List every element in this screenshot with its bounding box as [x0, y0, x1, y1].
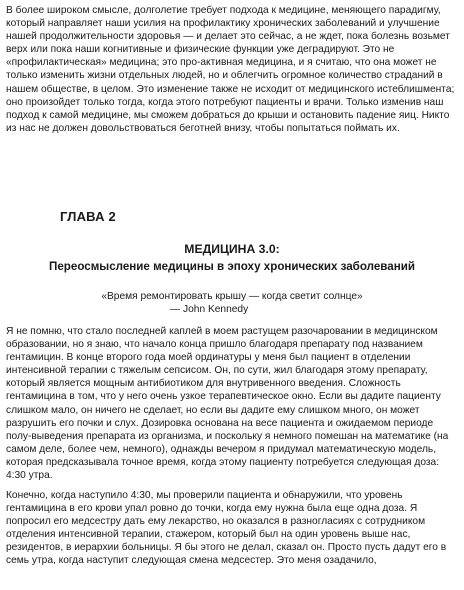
- epigraph-quote: «Время ремонтировать крышу — когда светит солнце»: [101, 291, 363, 302]
- intro-paragraph: В более широком смысле, долголетие требует подхода к медицине, меняющего парадигму, который направляет наши усилия на профилактику хронических заболеваний и улучшение нашей продолжительности здоровья — и делает это сейчас, а не ждет, пока болезнь возьмет верх или пока наши когнитивные и физические функции уже деградируют. Это не «профилактическая» медицина; это про-активная медицина, и я считаю, что она может не только изменить жизни отдельных людей, но и облегчить огромное количество страданий в нашем обществе, в целом. Это изменение также не исходит от медицинского истеблишмента; оно произойдет только тогда, когда этого потребуют пациенты и врачи. Только изменив наш подход к самой медицине, мы сможем добраться до крыши и остановить падение яиц. Никто из нас не должен довольствоваться беготней внизу, чтобы попытаться поймать их.: [6, 5, 455, 134]
- chapter-title: МЕДИЦИНА 3.0:: [184, 242, 280, 256]
- chapter-heading: ГЛАВА 2: [60, 209, 116, 224]
- body-paragraph: Я не помню, что стало последней каплей в моем растущем разочаровании в медицинском образовании, но я знаю, что начало конца пришло благодаря препарату под названием гентамицин. В конце второго года моей ординатуры у меня был пациент в отделении интенсивной терапии с тяжелым сепсисом. Он, по сути, жил благодаря этому препарату, который является мощным антибиотиком для внутривенного введения. Сложность гентамицина в том, что у него очень узкое терапевтическое окно. Если вы дадите пациенту слишком мало, он ничего не сделает, но если вы дадите ему слишком много, он может разрушить его почки и слух. Дозировка основана на весе пациента и ожидаемом периоде полу-выведения препарата из организма, и поскольку я немного помешан на математике (на самом деле, более чем, немного), однажды вечером я придумал математическую модель, которая предсказывала точное время, когда этому пациенту потребуется следующая доза: 4:30 утра.: [6, 326, 449, 482]
- chapter-subtitle: Переосмысление медицины в эпоху хронических заболеваний: [49, 260, 415, 273]
- epigraph-author: — John Kennedy: [170, 304, 249, 315]
- body-paragraph: Конечно, когда наступило 4:30, мы проверили пациента и обнаружили, что уровень гентамицина в его крови упал ровно до точки, когда ему нужна была еще одна доза. Я попросил его медсестру дать ему лекарство, но оказался в разногласиях с сотрудником отделения интенсивной терапии, стажером, который был на один уровень выше нас, резидентов, в иерархии больницы. Я бы этого не делал, сказал он. Просто пусть дадут его в семь утра, когда наступит следующая смена медсестер. Это меня озадачило,: [6, 490, 447, 567]
